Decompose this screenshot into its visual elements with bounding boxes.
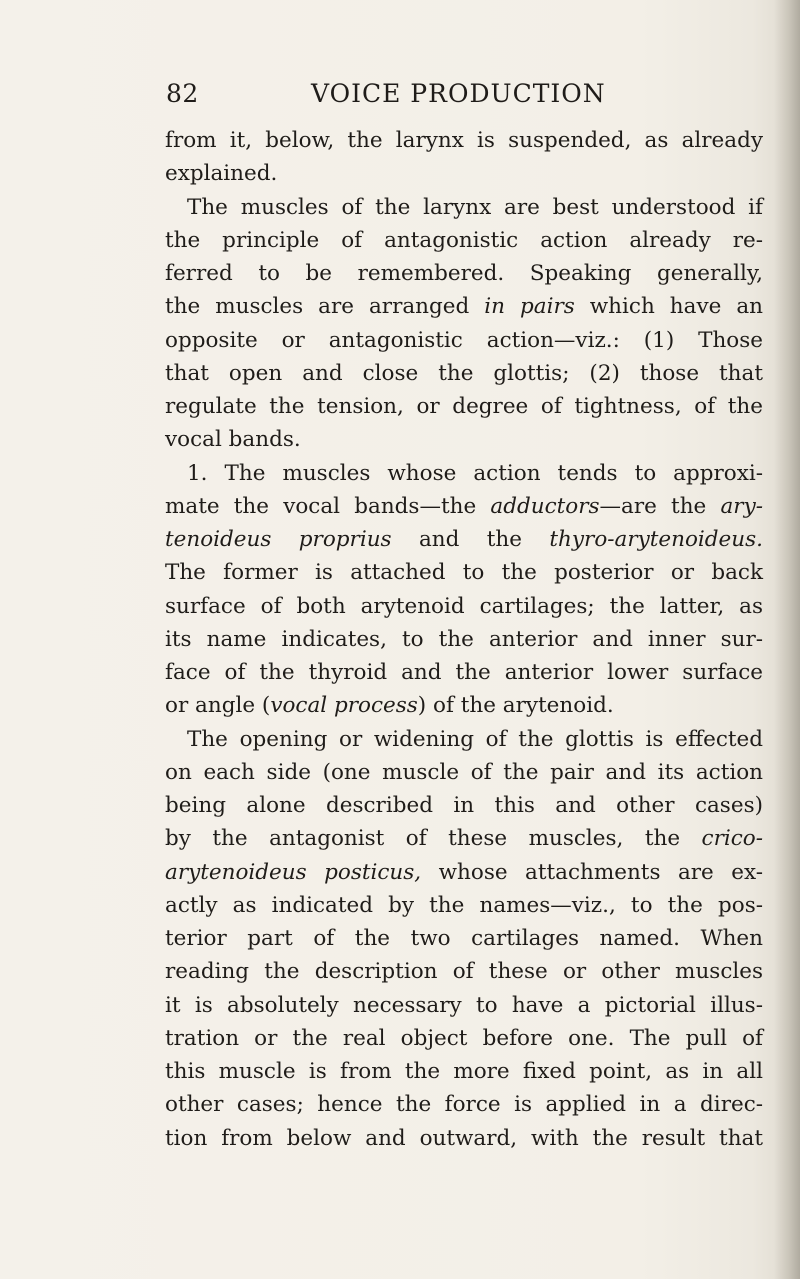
text-line [165,224,763,257]
text-line [165,623,763,656]
text-line [165,1088,763,1121]
text-run: the principle of antagonistic action already re- [165,227,763,253]
text-line [165,324,763,357]
body-text [165,124,763,1155]
text-run: 1. The muscles whose action tends to approxi- [187,460,763,486]
text-run: or angle ( [165,693,271,719]
text-run: vocal bands. [165,427,301,453]
text-run: the muscles are arranged [165,294,485,320]
text-line [165,789,763,822]
text-line [165,157,763,190]
text-line [165,357,763,390]
text-run: surface of both arytenoid cartilages; the latter, as [165,593,763,619]
text-run: mate the vocal bands—the [165,493,491,519]
page-edge-shadow [774,0,800,1279]
text-line [165,822,763,855]
text-run: tration or the real object before one. The pull of [165,1025,763,1051]
text-run: reading the description of these or other muscles [165,959,763,985]
text-line [165,689,763,722]
text-line [165,1122,763,1155]
text-line [165,290,763,323]
italic-text: crico- [701,826,763,852]
text-run: —are the [599,493,721,519]
text-line [165,989,763,1022]
text-line [165,423,763,456]
text-line [165,257,763,290]
text-line [165,922,763,955]
text-line [165,590,763,623]
text-run: from it, below, the larynx is suspended, as already [165,128,763,153]
text-line [165,1022,763,1055]
text-run: regulate the tension, or degree of tightness, of the [165,394,763,419]
italic-text: in pairs [484,294,575,320]
text-run: which have an [574,294,764,320]
text-line [165,556,763,589]
italic-text: adductors [490,493,600,519]
text-line [165,656,763,689]
text-line [165,490,763,523]
text-run: explained. [165,161,278,187]
text-line [165,889,763,922]
text-run: ferred to be remembered. Speaking generally, [165,261,763,286]
text-line [165,124,763,157]
italic-text: ary- [720,493,763,519]
text-run: The former is attached to the posterior or back [165,560,763,586]
text-line [165,955,763,988]
text-run: The opening or widening of the glottis is effected [187,726,763,752]
italic-text: thyro-arytenoideus. [549,527,763,552]
text-line [165,856,763,889]
text-line [165,523,763,556]
text-line [165,390,763,423]
text-line [165,1055,763,1088]
page-header [0,79,800,119]
text-run: The muscles of the larynx are best understood if [187,194,763,220]
text-run: that open and close the glottis; (2) those that [165,360,763,386]
text-run: other cases; hence the force is applied in a direc- [165,1092,763,1118]
text-line [165,457,763,490]
text-run: on each side (one muscle of the pair and its action [165,759,763,785]
text-run: it is absolutely necessary to have a pictorial illus- [165,992,763,1018]
text-run: terior part of the two cartilages named. When [165,926,763,951]
text-run: this muscle is from the more fixed point, as in all [165,1059,763,1084]
text-run: whose attachments are ex- [421,859,763,885]
text-run: ) of the arytenoid. [417,693,614,719]
italic-text: tenoideus proprius [165,527,392,552]
text-line [165,723,763,756]
page-number: 82 [166,79,199,108]
running-title: VOICE PRODUCTION [311,79,606,108]
text-run: and the [391,527,550,552]
text-run: actly as indicated by the names—viz., to the pos- [165,892,763,918]
text-run: opposite or antagonistic action—viz.: (1) Those [165,327,763,353]
italic-text: arytenoideus posticus, [165,859,422,885]
text-run: its name indicates, to the anterior and inner sur- [165,626,763,652]
text-line [165,756,763,789]
text-run: face of the thyroid and the anterior lower surface [165,660,763,685]
text-line [165,191,763,224]
text-run: being alone described in this and other cases) [165,793,763,818]
text-run: by the antagonist of these muscles, the [165,826,702,852]
italic-text: vocal process [270,693,418,719]
text-run: tion from below and outward, with the result that [165,1125,763,1151]
